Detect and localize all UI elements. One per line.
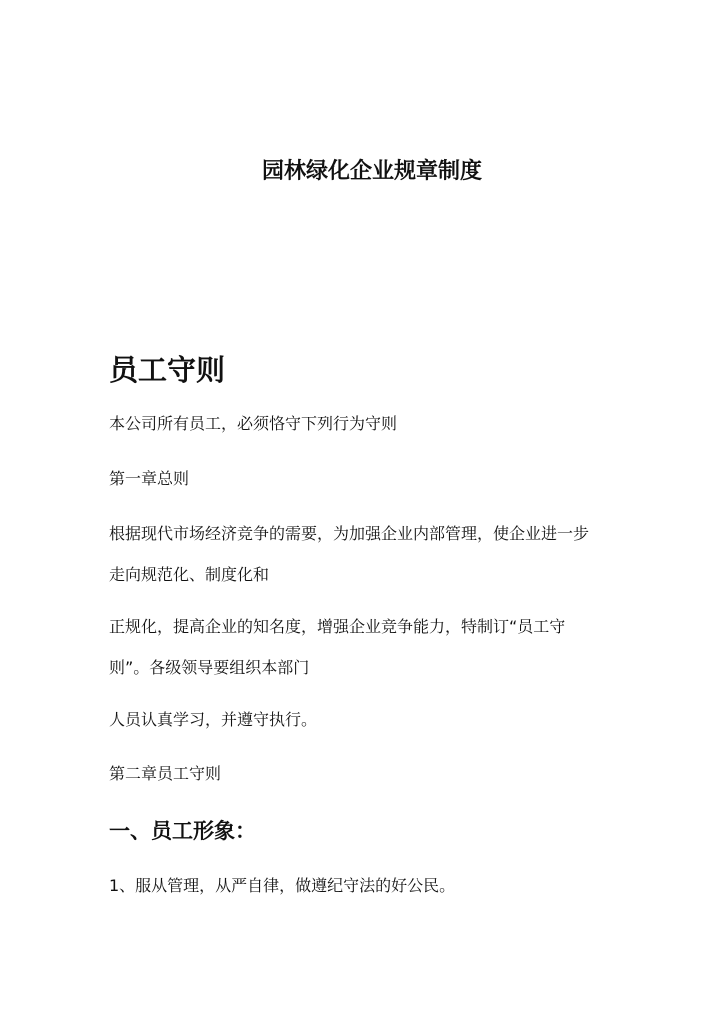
document-title: 园林绿化企业规章制度 <box>261 159 482 184</box>
paragraph-2 <box>109 610 629 685</box>
paragraph-1-line-2: 走向规范化、制度化和 <box>109 565 270 584</box>
section-1-heading: 一、员工形象： <box>109 819 256 843</box>
paragraph-2-line-1: 正规化，提高企业的知名度，增强企业竞争能力，特制订“员工守 <box>109 617 566 636</box>
paragraph-1 <box>109 517 629 592</box>
paragraph-3: 人员认真学习，并遵守执行。 <box>109 710 318 729</box>
heading-employee-code: 员工守则 <box>109 353 226 387</box>
intro-paragraph: 本公司所有员工，必须恪守下列行为守则 <box>109 414 398 433</box>
paragraph-2-line-2: 则”。各级领导要组织本部门 <box>109 658 310 677</box>
chapter-1-heading: 第一章总则 <box>109 469 190 488</box>
paragraph-1-line-1: 根据现代市场经济竞争的需要，为加强企业内部管理，使企业进一步 <box>109 524 590 543</box>
chapter-2-heading: 第二章员工守则 <box>109 764 222 783</box>
list-item-1: 1、服从管理，从严自律，做遵纪守法的好公民。 <box>109 876 456 895</box>
